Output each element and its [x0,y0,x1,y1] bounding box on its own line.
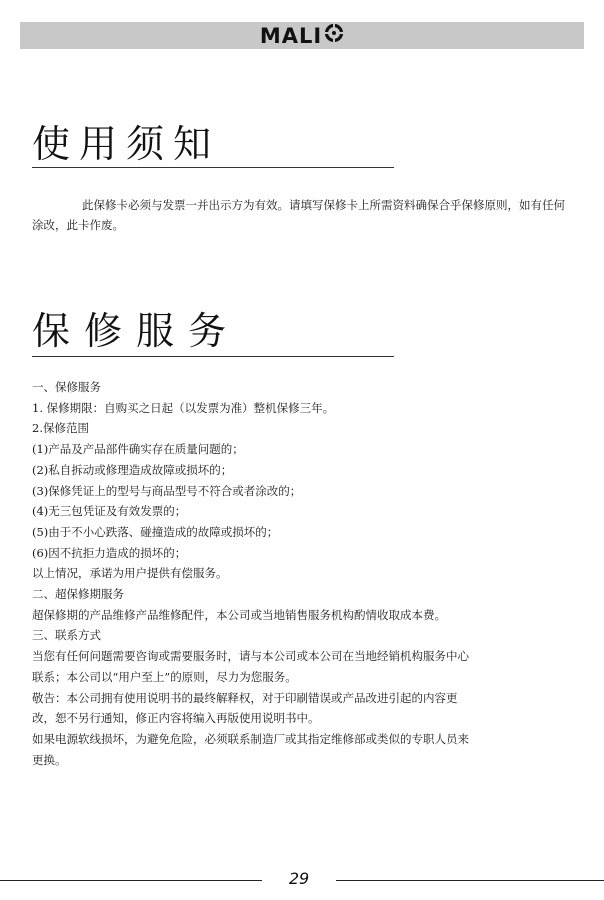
footer-divider-left [0,880,262,881]
brand-text: MALI [259,23,323,48]
service-line: 2.保修范围 [32,421,89,436]
service-line: (1)产品及产品部件确实存在质量问题的； [32,442,244,457]
service-line: (2)私自拆动或修理造成故障或损坏的； [32,462,233,477]
service-line: 当您有任何问题需要咨询或需要服务时，请与本公司或本公司在当地经销机构服务中心 [32,649,469,664]
target-o-icon [324,23,344,48]
service-line: 超保修期的产品维修产品维修配件，本公司或当地销售服务机构酌情收取成本费。 [32,607,446,622]
section-title-usage-notice: 使用须知 [32,122,221,166]
service-line: 1. 保修期限：自购买之日起（以发票为准）整机保修三年。 [32,400,335,415]
service-line: (3)保修凭证上的型号与商品型号不符合或者涂改的； [32,483,302,498]
title-divider [32,167,394,168]
title-divider [32,356,394,357]
service-line: (5)由于不小心跌落、碰撞造成的故障或损坏的； [32,524,279,539]
page-number: 29 [288,869,310,888]
service-line: 敬告：本公司拥有使用说明书的最终解释权，对于印刷错误或产品改进引起的内容更 [32,690,458,705]
service-line: 一、保修服务 [32,380,101,394]
usage-notice-paragraph: 此保修卡必须与发票一并出示方为有效。请填写保修卡上所需资料确保合乎保修原则，如有任何涂改，此卡作废。 [32,198,565,232]
service-line: 更换。 [32,752,67,767]
section-title-warranty-service: 保修服务 [32,309,241,353]
service-line: 二、超保修期服务 [32,587,124,602]
service-line: 联系；本公司以“用户至上”的原则，尽力为您服务。 [32,669,297,684]
footer-divider-right [336,880,604,881]
service-line: (6)因不抗拒力造成的损坏的； [32,545,187,560]
brand-logo [260,23,344,48]
service-line: (4)无三包凭证及有效发票的； [32,504,187,519]
service-line: 如果电源软线损坏，为避免危险，必须联系制造厂或其指定维修部或类似的专职人员来 [32,731,469,746]
service-line: 三、联系方式 [32,628,101,643]
service-line: 改，恕不另行通知，修正内容将编入再版使用说明书中。 [32,711,320,726]
service-line: 以上情况，承诺为用户提供有偿服务。 [32,566,228,581]
warranty-service-body [32,377,577,770]
header-bar [20,22,584,49]
